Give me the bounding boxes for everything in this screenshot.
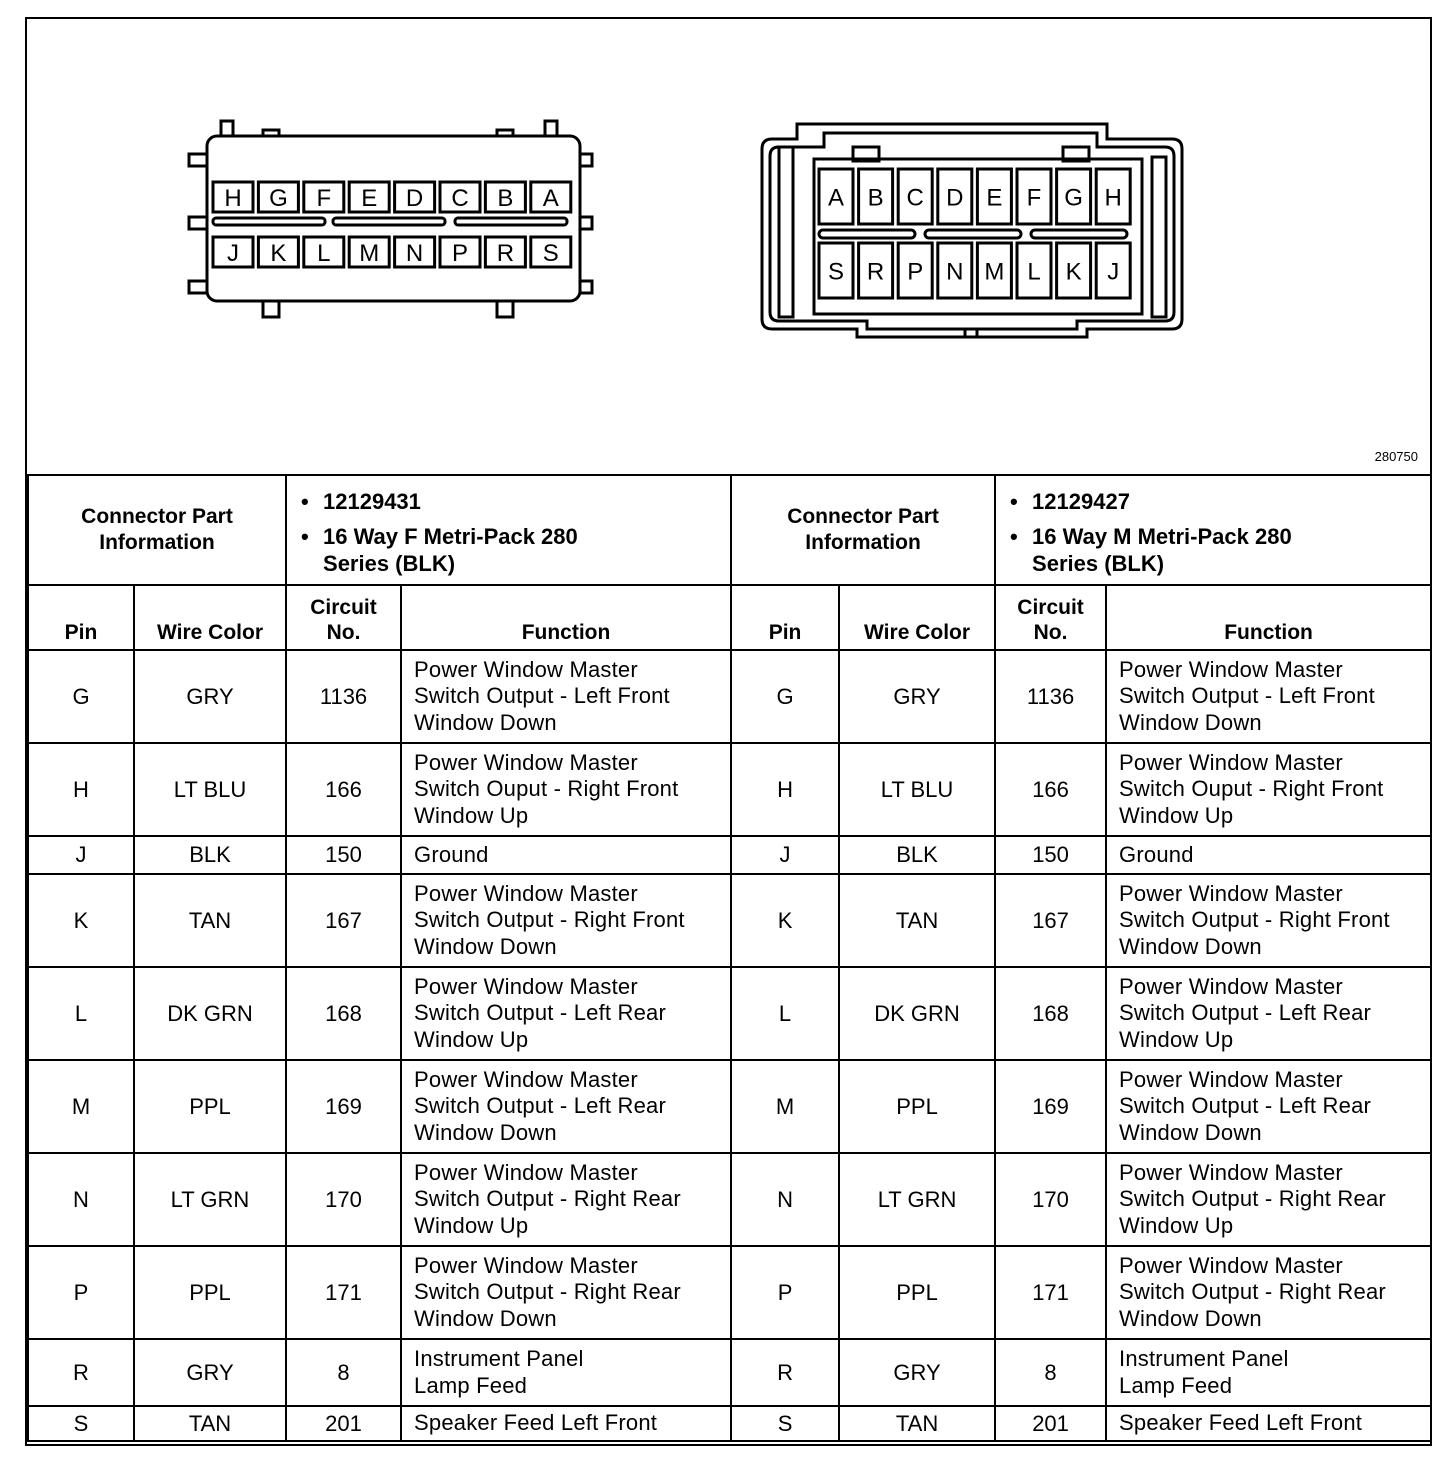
table-row [28,1406,1431,1441]
header-wire-color: Wire Color [134,585,286,650]
pin-label: M [359,240,380,267]
female-connector-outline [189,121,592,317]
pin-cell: G [28,650,134,743]
function-cell: Power Window Master Switch Output - Right Rear Window Down [401,1246,731,1339]
table-row [28,836,1431,874]
pin-label: F [1026,184,1042,212]
wire-color-cell: LT GRN [839,1153,995,1246]
circuit-cell: 150 [995,836,1106,874]
right-connector-series: Series (BLK) [1032,551,1165,576]
pin-cell: M [28,1060,134,1153]
pin-cell: R [28,1339,134,1406]
pin-label: R [496,240,515,267]
circuit-cell: 201 [286,1406,401,1441]
circuit-cell: 168 [995,967,1106,1060]
function-cell: Power Window Master Switch Output - Right Front Window Down [1106,874,1431,967]
function-cell: Power Window Master Switch Output - Left Front Window Down [401,650,731,743]
pin-cavity-l [304,237,344,267]
pin-cavity-l [1017,243,1051,298]
table-row [28,650,1431,743]
pin-cell: H [28,743,134,836]
table-row [28,743,1431,836]
pin-cavity-j [1096,243,1130,298]
circuit-cell: 201 [995,1406,1106,1441]
circuit-cell: 171 [286,1246,401,1339]
pin-cavity-k [258,237,298,267]
pin-label: D [946,184,964,212]
pin-cavity-d [938,169,972,224]
pin-label: K [270,240,287,267]
right-connector-type: • 16 Way M Metri-Pack 280 [1032,523,1430,550]
pin-cavity-a [531,182,571,212]
pin-label: H [1104,184,1122,212]
pin-cavity-e [349,182,389,212]
wire-color-cell: PPL [839,1246,995,1339]
pin-label: D [405,185,424,212]
pin-label: L [1027,258,1041,286]
circuit-cell: 169 [286,1060,401,1153]
pin-cavity-p [898,243,932,298]
function-cell: Power Window Master Switch Output - Left Rear Window Up [401,967,731,1060]
pin-label: N [946,258,964,286]
pin-cell: J [731,836,839,874]
table-row [28,1246,1431,1339]
pin-cell: P [28,1246,134,1339]
header-function: Function [401,585,731,650]
header-function: Function [1106,585,1431,650]
wire-color-cell: DK GRN [839,967,995,1060]
wire-color-cell: TAN [839,1406,995,1441]
pin-cavity-s [531,237,571,267]
wire-color-cell: PPL [134,1246,286,1339]
wire-color-cell: GRY [134,1339,286,1406]
function-cell: Ground [1106,836,1431,874]
right-part-number: • 12129427 [1032,488,1430,515]
pin-label: J [1107,258,1120,286]
pin-label: F [316,185,332,212]
function-cell: Power Window Master Switch Ouput - Right Front Window Up [1106,743,1431,836]
circuit-cell: 166 [995,743,1106,836]
pin-cavity-c [898,169,932,224]
pin-cell: H [731,743,839,836]
wire-color-cell: PPL [134,1060,286,1153]
pin-cavity-r [485,237,525,267]
left-info-list [286,475,731,585]
pin-label: G [269,185,288,212]
pin-label: L [317,240,331,267]
table-row [28,1060,1431,1153]
wire-color-cell: GRY [839,650,995,743]
circuit-cell: 171 [995,1246,1106,1339]
pin-cell: K [731,874,839,967]
pin-label: K [1065,258,1082,286]
pin-label: N [405,240,424,267]
circuit-cell: 170 [995,1153,1106,1246]
wire-color-cell: LT GRN [134,1153,286,1246]
pin-cell: S [731,1406,839,1441]
document-frame [25,17,1432,1446]
pin-cavity-m [349,237,389,267]
table-row [28,874,1431,967]
function-cell: Power Window Master Switch Output - Right Rear Window Up [1106,1153,1431,1246]
function-cell: Power Window Master Switch Output - Left Rear Window Down [1106,1060,1431,1153]
pin-cavity-n [395,237,435,267]
connector-drawing [27,19,1430,474]
pin-cell: L [28,967,134,1060]
function-cell: Power Window Master Switch Output - Left Front Window Down [1106,650,1431,743]
pin-label: B [867,184,884,212]
pin-cell: M [731,1060,839,1153]
pin-label: S [542,240,559,267]
wire-color-cell: LT BLU [134,743,286,836]
header-pin: Pin [28,585,134,650]
male-pin-cavities [819,169,1130,298]
pin-label: E [361,185,378,212]
wire-color-cell: DK GRN [134,967,286,1060]
wire-color-cell: TAN [839,874,995,967]
connector-info-row [28,475,1431,585]
wire-color-cell: PPL [839,1060,995,1153]
function-cell: Speaker Feed Left Front [401,1406,731,1441]
pin-cavity-g [1057,169,1091,224]
circuit-cell: 1136 [995,650,1106,743]
pin-label: A [542,185,559,212]
wire-color-cell: GRY [839,1339,995,1406]
pin-cell: N [731,1153,839,1246]
left-part-number: • 12129431 [323,488,730,515]
pin-label: P [451,240,469,267]
pin-label: P [907,258,924,286]
pin-cell: N [28,1153,134,1246]
pin-label: C [906,184,924,212]
table-row [28,1339,1431,1406]
pin-cell: R [731,1339,839,1406]
function-cell: Speaker Feed Left Front [1106,1406,1431,1441]
pin-cell: G [731,650,839,743]
function-cell: Power Window Master Switch Output - Right Rear Window Up [401,1153,731,1246]
circuit-cell: 170 [286,1153,401,1246]
pin-label: G [1064,184,1083,212]
table-row [28,1153,1431,1246]
connector-pinout-table [27,474,1432,1442]
pin-label: J [227,240,239,267]
function-cell: Instrument Panel Lamp Feed [1106,1339,1431,1406]
column-header-row [28,585,1431,650]
pin-label: A [827,184,845,212]
right-info-list [995,475,1431,585]
circuit-cell: 1136 [286,650,401,743]
wire-color-cell: BLK [839,836,995,874]
pin-label: S [827,258,845,286]
pin-label: B [497,185,514,212]
circuit-cell: 166 [286,743,401,836]
function-cell: Power Window Master Switch Output - Left Rear Window Down [401,1060,731,1153]
pin-cavity-k [1057,243,1091,298]
pin-cavity-g [258,182,298,212]
figure-number: 280750 [1374,449,1418,464]
pin-label: R [866,258,885,286]
pin-cavity-s [819,243,853,298]
wire-color-cell: TAN [134,1406,286,1441]
left-connector-series: Series (BLK) [323,551,456,576]
function-cell: Power Window Master Switch Output - Right Rear Window Down [1106,1246,1431,1339]
pin-label: C [451,185,469,212]
right-info-label: Connector Part Information [731,475,995,585]
wire-color-cell: GRY [134,650,286,743]
header-pin: Pin [731,585,839,650]
pin-cavity-n [938,243,972,298]
function-cell: Power Window Master Switch Output - Right Front Window Down [401,874,731,967]
male-connector-outline [762,124,1182,337]
pin-cell: L [731,967,839,1060]
circuit-cell: 169 [995,1060,1106,1153]
pin-cavity-h [213,182,253,212]
circuit-cell: 167 [286,874,401,967]
function-cell: Power Window Master Switch Output - Left Rear Window Up [1106,967,1431,1060]
header-circuit-no: Circuit No. [286,585,401,650]
pin-cavity-c [440,182,480,212]
pin-cavity-d [395,182,435,212]
connector-diagram [27,19,1430,474]
pin-cavity-p [440,237,480,267]
wire-color-cell: LT BLU [839,743,995,836]
pin-cavity-h [1096,169,1130,224]
circuit-cell: 167 [995,874,1106,967]
pin-label: E [986,184,1003,212]
circuit-cell: 150 [286,836,401,874]
pin-cavity-b [859,169,893,224]
pin-cell: K [28,874,134,967]
pin-label: H [224,185,242,212]
pin-label: M [984,258,1005,286]
pin-cavity-m [977,243,1011,298]
pin-cavity-r [859,243,893,298]
pin-cavity-j [213,237,253,267]
circuit-cell: 168 [286,967,401,1060]
wire-color-cell: TAN [134,874,286,967]
pin-cavity-f [304,182,344,212]
pin-cavity-e [977,169,1011,224]
table-row [28,967,1431,1060]
pin-cavity-f [1017,169,1051,224]
pin-cell: P [731,1246,839,1339]
function-cell: Power Window Master Switch Ouput - Right Front Window Up [401,743,731,836]
function-cell: Instrument Panel Lamp Feed [401,1339,731,1406]
wire-color-cell: BLK [134,836,286,874]
header-wire-color: Wire Color [839,585,995,650]
pinout-rows [28,650,1431,1441]
left-info-label: Connector Part Information [28,475,286,585]
pin-cell: J [28,836,134,874]
circuit-cell: 8 [995,1339,1106,1406]
left-connector-type: • 16 Way F Metri-Pack 280 [323,523,730,550]
function-cell: Ground [401,836,731,874]
pin-cavity-a [819,169,853,224]
pin-cell: S [28,1406,134,1441]
header-circuit-no: Circuit No. [995,585,1106,650]
circuit-cell: 8 [286,1339,401,1406]
pin-cavity-b [485,182,525,212]
